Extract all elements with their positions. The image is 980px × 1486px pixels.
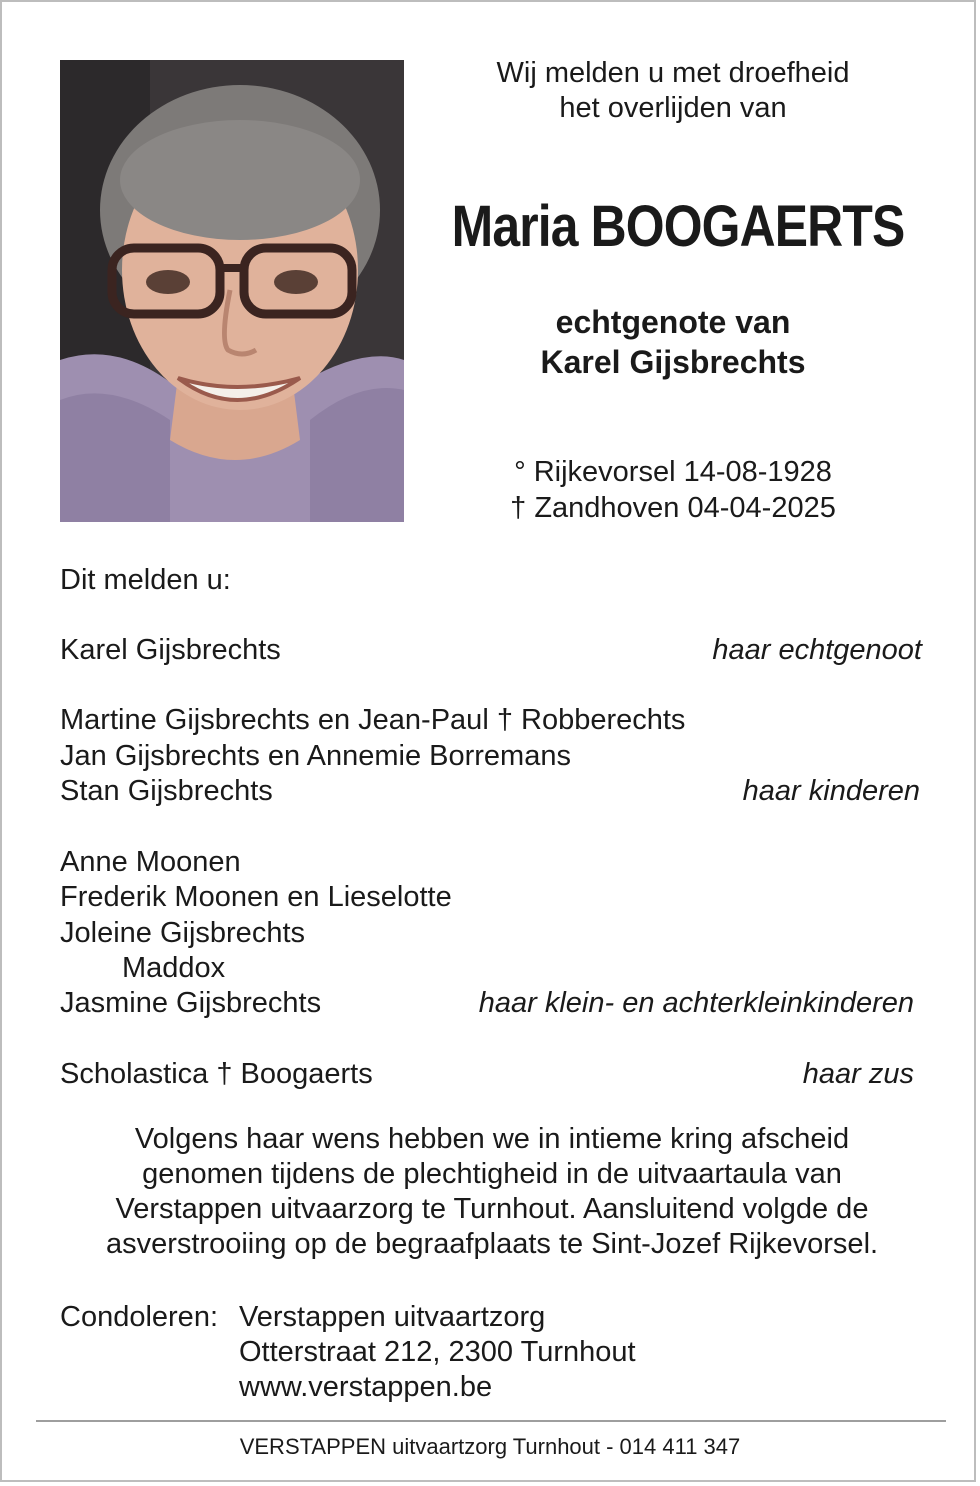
funeral-line: Verstappen uitvaarzorg te Turnhout. Aansluitend volgde de: [115, 1193, 869, 1225]
condolence-details: [239, 1300, 636, 1405]
family-name: Karel Gijsbrechts: [60, 634, 281, 666]
funeral-text: [42, 1122, 942, 1262]
family-role: haar echtgenoot: [712, 634, 922, 666]
announce-line: het overlijden van: [559, 92, 787, 124]
spouse-relation: echtgenote van: [555, 304, 791, 340]
family-name: Scholastica † Boogaerts: [60, 1058, 373, 1090]
portrait-illustration: [60, 60, 404, 522]
family-row-grandchild: [60, 879, 922, 915]
funeral-line: asverstrooiing op de begraafplaats te Sint-Jozef Rijkevorsel.: [105, 1228, 879, 1260]
spouse-block: [422, 302, 924, 382]
family-name: Jan Gijsbrechts en Annemie Borremans: [60, 740, 571, 772]
family-name: Jasmine Gijsbrechts: [60, 987, 322, 1019]
family-role: haar zus: [802, 1058, 914, 1090]
footer-divider: [36, 1420, 946, 1422]
funeral-line: genomen tijdens de plechtigheid in de uitvaartaula van: [142, 1158, 842, 1190]
family-row-spouse: [60, 632, 922, 668]
family-intro: Dit melden u:: [60, 564, 231, 596]
family-role: haar kinderen: [742, 775, 920, 807]
condolence-address: Otterstraat 212, 2300 Turnhout: [239, 1336, 636, 1368]
family-row-sister: [60, 1056, 922, 1092]
family-role: haar klein- en achterkleinkinderen: [478, 987, 914, 1019]
condolence-label: Condoleren:: [60, 1301, 218, 1333]
family-name: Martine Gijsbrechts en Jean-Paul † Robberechts: [60, 704, 686, 736]
family-row-grandchild: [60, 844, 922, 880]
footer-text: VERSTAPPEN uitvaartzorg Turnhout - 014 411 347: [239, 1434, 741, 1459]
announce-line: Wij melden u met droefheid: [496, 57, 850, 89]
portrait-photo: [60, 60, 404, 522]
birth-date: ° Rijkevorsel 14-08-1928: [514, 456, 832, 488]
family-row-greatgrandchild: [60, 950, 922, 986]
family-name: Frederik Moonen en Lieselotte: [60, 881, 452, 913]
condolence-company: Verstappen uitvaartzorg: [239, 1301, 546, 1333]
life-dates: [422, 454, 924, 526]
funeral-line: Volgens haar wens hebben we in intieme kring afscheid: [134, 1123, 850, 1155]
death-date: † Zandhoven 04-04-2025: [510, 492, 836, 524]
family-name: Maddox: [122, 952, 226, 984]
family-row-grandchild: [60, 985, 922, 1021]
family-name: Anne Moonen: [60, 846, 241, 878]
announcement: [422, 56, 924, 126]
family-row-child: [60, 738, 922, 774]
family-row-child: [60, 702, 922, 738]
family-name: Stan Gijsbrechts: [60, 775, 273, 807]
deceased-name: Maria BOOGAERTS: [451, 194, 905, 259]
spouse-name: Karel Gijsbrechts: [540, 344, 806, 380]
family-row-child: [60, 773, 922, 809]
family-name: Joleine Gijsbrechts: [60, 917, 305, 949]
condolence-website[interactable]: www.verstappen.be: [239, 1371, 493, 1403]
family-row-grandchild: [60, 915, 922, 951]
